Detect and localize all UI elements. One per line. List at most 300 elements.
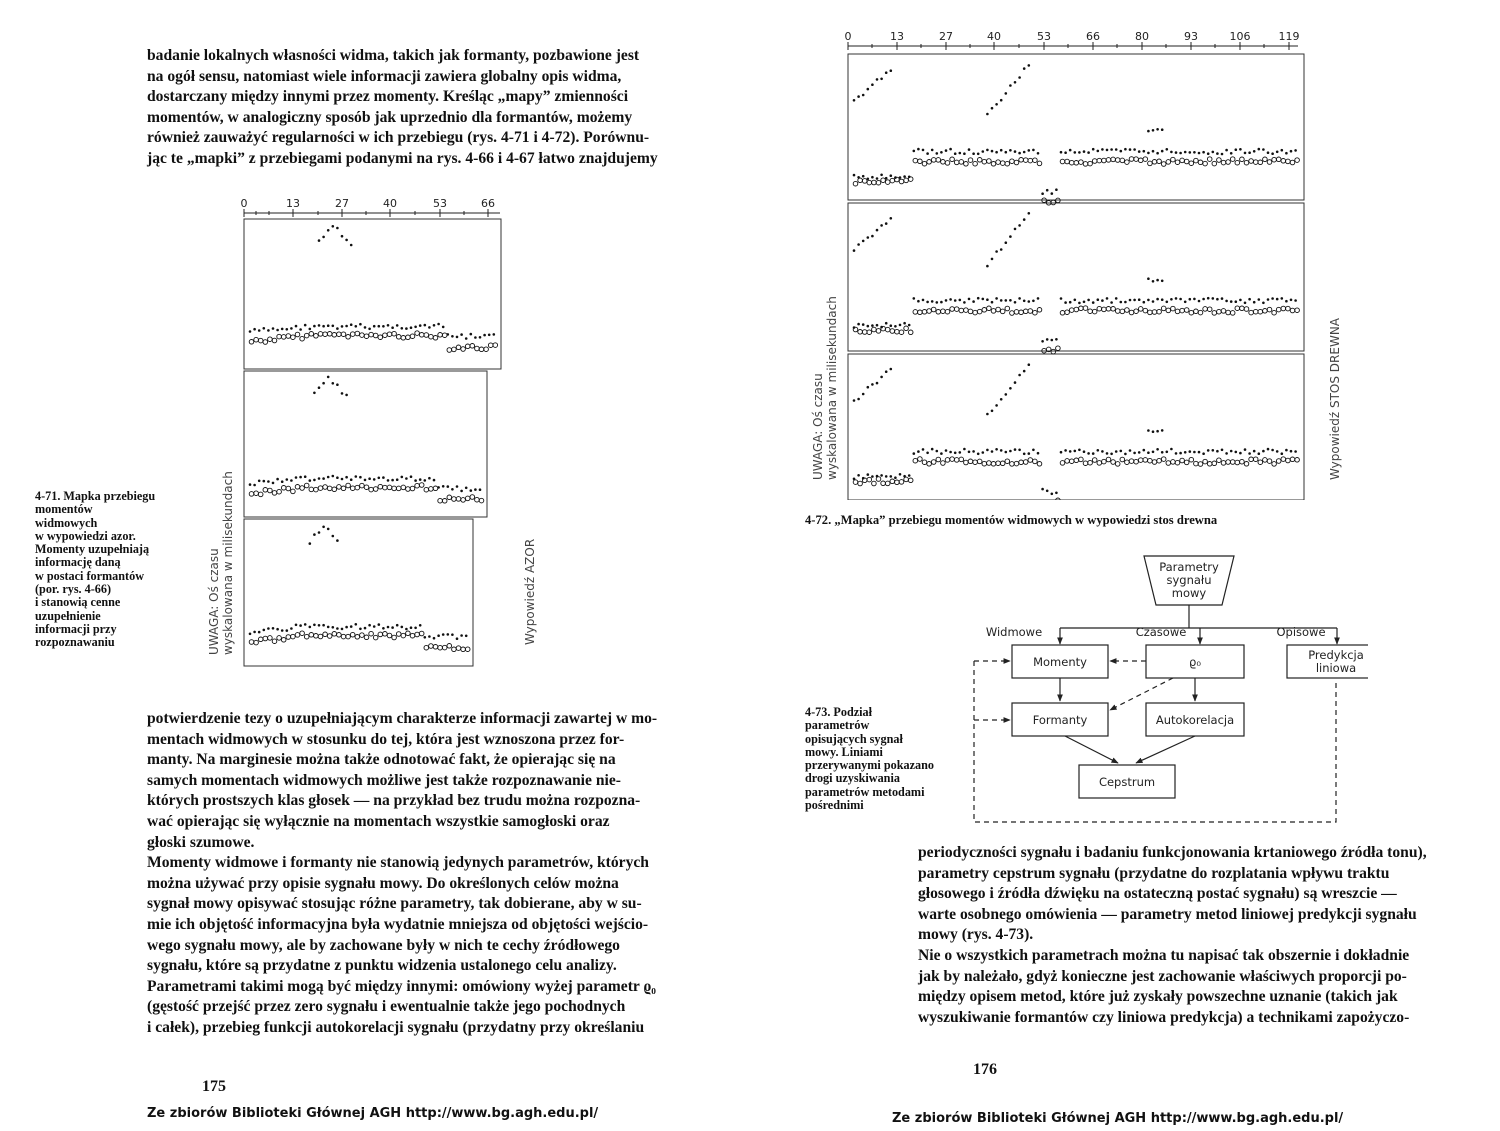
moment-circle: [1295, 308, 1300, 313]
moment-dot: [862, 393, 865, 396]
moment-dot: [355, 475, 358, 478]
moment-circle: [1023, 158, 1028, 163]
moment-circle: [268, 636, 273, 641]
moment-circle: [1240, 157, 1245, 162]
moment-dot: [272, 482, 275, 485]
moment-dot: [1262, 302, 1265, 305]
moment-circle: [941, 160, 946, 165]
moment-dot: [1028, 452, 1031, 455]
moment-circle: [1217, 158, 1222, 163]
moment-dot: [917, 300, 920, 303]
moment-dot: [1281, 149, 1284, 152]
moment-circle: [396, 632, 401, 637]
text-line: Momenty widmowe i formanty nie stanowią jedynych parametrów, których: [147, 854, 649, 872]
moment-circle: [1115, 462, 1120, 467]
box-label: Autokorelacja: [1155, 713, 1235, 727]
moment-dot: [1110, 453, 1113, 456]
moment-dot: [931, 300, 934, 303]
moment-dot: [258, 329, 261, 332]
moment-circle: [1125, 460, 1130, 465]
caption-line: uzupełnienie: [35, 608, 101, 623]
moment-circle: [872, 180, 877, 185]
moment-circle: [1180, 158, 1185, 163]
moment-circle: [479, 498, 484, 503]
moment-dot: [1175, 297, 1178, 300]
moment-circle: [936, 457, 941, 462]
moment-circle: [1092, 159, 1097, 164]
moment-dot: [1166, 451, 1169, 454]
moment-dot: [1083, 150, 1086, 153]
moment-dot: [295, 325, 298, 328]
moment-dot: [332, 535, 335, 538]
moment-circle: [433, 645, 438, 650]
moment-dot: [991, 410, 994, 413]
moment-dot: [419, 324, 422, 327]
moment-circle: [415, 483, 420, 488]
moment-dot: [968, 298, 971, 301]
moment-circle: [410, 633, 415, 638]
moment-circle: [964, 162, 969, 167]
moment-dot: [986, 149, 989, 152]
moment-dot: [880, 174, 883, 177]
moment-circle: [977, 158, 982, 163]
moment-circle: [1115, 309, 1120, 314]
moment-dot: [1212, 151, 1215, 154]
moment-dot: [1023, 300, 1026, 303]
moment-circle: [895, 480, 900, 485]
moment-dot: [1005, 241, 1008, 244]
moment-circle: [1180, 458, 1185, 463]
moment-circle: [268, 488, 273, 493]
moment-circle: [1134, 459, 1139, 464]
moment-circle: [286, 486, 291, 491]
moment-circle: [954, 458, 959, 463]
text-line: mentach widmowych w stosunku do tej, która jest wznoszona przez for-: [147, 730, 625, 748]
moment-circle: [1221, 160, 1226, 165]
side-note-line: UWAGA: Oś czasu: [811, 373, 825, 480]
moment-circle: [1138, 458, 1143, 463]
moment-dot: [1230, 300, 1233, 303]
moment-dot: [1258, 452, 1261, 455]
moment-dot: [903, 322, 906, 325]
moment-circle: [249, 340, 254, 345]
moment-dot: [1175, 452, 1178, 455]
moment-circle: [1074, 458, 1079, 463]
moment-dot: [281, 629, 284, 632]
moment-circle: [1161, 162, 1166, 167]
figure-4-71-scatter: [249, 225, 498, 652]
text-line: można używać przy opisie sygnału mowy. Do określonych celów można: [147, 874, 619, 892]
moment-circle: [1102, 307, 1107, 312]
moment-circle: [1203, 161, 1208, 166]
moment-dot: [419, 624, 422, 627]
moment-circle: [977, 309, 982, 314]
moment-circle: [1092, 309, 1097, 314]
axis-tick-label: 66: [481, 197, 495, 210]
moment-dot: [1202, 298, 1205, 301]
text-line: również zauważyć regularności w ich przebiegu (rys. 4-71 i 4-72). Porównu-: [147, 129, 650, 147]
moment-dot: [1092, 452, 1095, 455]
moment-dot: [1097, 298, 1100, 301]
moment-circle: [1258, 160, 1263, 165]
moment-dot: [926, 152, 929, 155]
moment-dot: [1239, 452, 1242, 455]
page-number: 175: [202, 1078, 226, 1095]
axis-tick-label: 0: [240, 197, 248, 210]
moment-circle: [291, 634, 296, 639]
moment-dot: [442, 326, 445, 329]
moment-dot: [1092, 148, 1095, 151]
page-number: 176: [973, 1061, 997, 1078]
moment-dot: [954, 299, 957, 302]
moment-circle: [1023, 460, 1028, 465]
moment-dot: [1285, 152, 1288, 155]
text-line: Nie o wszystkich parametrach można tu napisać tak obszernie i dokładnie: [918, 946, 1410, 964]
moment-dot: [1244, 448, 1247, 451]
moment-circle: [1240, 459, 1245, 464]
moment-dot: [1106, 452, 1109, 455]
moment-dot: [391, 479, 394, 482]
moment-dot: [442, 633, 445, 636]
moment-dot: [1069, 450, 1072, 453]
moment-circle: [973, 460, 978, 465]
moment-circle: [1276, 157, 1281, 162]
side-note-line: wyskalowana w milisekundach: [221, 471, 235, 655]
moment-dot: [922, 149, 925, 152]
moment-dot: [447, 485, 450, 488]
moment-dot: [355, 623, 358, 626]
footer-library-credit: Ze zbiorów Biblioteki Głównej AGH http://www.bg.agh.edu.pl/: [147, 1106, 599, 1121]
moment-dot: [991, 150, 994, 153]
moment-dot: [322, 382, 325, 385]
moment-circle: [415, 331, 420, 336]
moment-dot: [885, 475, 888, 478]
moment-circle: [378, 335, 383, 340]
text-line: manty. Na marginesie można także odnotować fakt, że opierając się na: [147, 751, 616, 769]
moment-circle: [1125, 308, 1130, 313]
moment-circle: [401, 336, 406, 341]
moment-circle: [304, 333, 309, 338]
moment-dot: [359, 628, 362, 631]
moment-circle: [862, 179, 867, 184]
moment-dot: [1014, 81, 1017, 84]
moment-circle: [1129, 157, 1134, 162]
moment-circle: [895, 329, 900, 334]
moment-dot: [1290, 450, 1293, 453]
moment-dot: [318, 386, 321, 389]
moment-dot: [913, 452, 916, 455]
moment-dot: [414, 326, 417, 329]
branch-label: Widmowe: [985, 625, 1043, 639]
moment-dot: [1138, 150, 1141, 153]
moment-dot: [1152, 451, 1155, 454]
moment-circle: [913, 310, 918, 315]
moment-dot: [880, 376, 883, 379]
moment-circle: [1074, 307, 1079, 312]
moment-dot: [995, 448, 998, 451]
moment-circle: [424, 487, 429, 492]
moment-circle: [461, 347, 466, 352]
moment-dot: [1046, 338, 1049, 341]
moment-dot: [1009, 235, 1012, 238]
moment-dot: [1055, 492, 1058, 495]
moment-dot: [995, 404, 998, 407]
moment-circle: [268, 337, 273, 342]
moment-dot: [1005, 393, 1008, 396]
moment-dot: [1225, 452, 1228, 455]
moment-dot: [465, 337, 468, 340]
moment-circle: [350, 632, 355, 637]
moment-circle: [332, 333, 337, 338]
caption-line: Momenty uzupełniają: [35, 542, 150, 557]
moment-dot: [1235, 148, 1238, 151]
moment-circle: [286, 635, 291, 640]
panel-frame-2: [848, 203, 1304, 351]
utterance-label: Wypowiedź STOS DREWNA: [1328, 317, 1342, 480]
moment-dot: [350, 625, 353, 628]
moment-dot: [876, 382, 879, 385]
moment-dot: [451, 335, 454, 338]
moment-dot: [437, 486, 440, 489]
moment-dot: [341, 392, 344, 395]
moment-dot: [1156, 430, 1159, 433]
moment-circle: [1088, 161, 1093, 166]
moment-dot: [1152, 280, 1155, 283]
moment-circle: [1198, 462, 1203, 467]
moment-dot: [1028, 363, 1031, 366]
moment-circle: [475, 497, 480, 502]
moment-dot: [1110, 148, 1113, 151]
moment-circle: [1134, 309, 1139, 314]
moment-dot: [867, 88, 870, 91]
moment-circle: [300, 631, 305, 636]
moment-circle: [309, 332, 314, 337]
moment-dot: [871, 235, 874, 238]
moment-circle: [442, 499, 447, 504]
moment-dot: [313, 533, 316, 536]
moment-dot: [433, 324, 436, 327]
branch-label: Opisowe: [1276, 625, 1326, 639]
moment-circle: [258, 338, 263, 343]
moment-circle: [1152, 310, 1157, 315]
moment-circle: [300, 336, 305, 341]
moment-dot: [1184, 301, 1187, 304]
moment-circle: [346, 634, 351, 639]
moment-circle: [1097, 158, 1102, 163]
moment-dot: [313, 325, 316, 328]
moment-dot: [922, 448, 925, 451]
moment-dot: [368, 477, 371, 480]
moment-circle: [1097, 306, 1102, 311]
moment-circle: [1083, 461, 1088, 466]
moment-dot: [1133, 299, 1136, 302]
moment-circle: [913, 158, 918, 163]
moment-dot: [1179, 298, 1182, 301]
moment-circle: [360, 633, 365, 638]
moment-dot: [853, 174, 856, 177]
moment-dot: [1156, 279, 1159, 282]
moment-dot: [959, 299, 962, 302]
moment-circle: [1106, 307, 1111, 312]
moment-dot: [433, 637, 436, 640]
moment-dot: [986, 413, 989, 416]
caption-line: widmowych: [35, 515, 98, 530]
moment-circle: [982, 159, 987, 164]
moment-dot: [1041, 488, 1044, 491]
moment-dot: [272, 627, 275, 630]
moment-dot: [336, 476, 339, 479]
moment-dot: [309, 626, 312, 629]
moment-circle: [931, 307, 936, 312]
moment-circle: [1276, 307, 1281, 312]
moment-circle: [318, 634, 323, 639]
moment-circle: [323, 332, 328, 337]
moment-circle: [1069, 160, 1074, 165]
moment-circle: [456, 345, 461, 350]
moment-dot: [954, 452, 957, 455]
moment-dot: [304, 475, 307, 478]
moment-dot: [470, 333, 473, 336]
moment-circle: [950, 307, 955, 312]
moment-circle: [272, 639, 277, 644]
moment-dot: [1147, 130, 1150, 133]
moment-dot: [1207, 449, 1210, 452]
moment-dot: [249, 633, 252, 636]
moment-dot: [447, 333, 450, 336]
moment-dot: [1018, 449, 1021, 452]
moment-circle: [442, 645, 447, 650]
moment-circle: [424, 333, 429, 338]
moment-dot: [451, 633, 454, 636]
moment-circle: [438, 333, 443, 338]
moment-circle: [281, 486, 286, 491]
moment-dot: [1000, 299, 1003, 302]
moment-dot: [1248, 151, 1251, 154]
moment-dot: [387, 626, 390, 629]
moment-dot: [313, 624, 316, 627]
moment-circle: [396, 486, 401, 491]
moment-circle: [1281, 159, 1286, 164]
moment-dot: [1110, 301, 1113, 304]
moment-dot: [1235, 300, 1238, 303]
moment-circle: [918, 457, 923, 462]
moment-dot: [963, 448, 966, 451]
moment-circle: [1180, 308, 1185, 313]
moment-dot: [936, 152, 939, 155]
moment-dot: [460, 490, 463, 493]
moment-dot: [931, 149, 934, 152]
moment-dot: [1037, 152, 1040, 155]
moment-circle: [973, 310, 978, 315]
moment-dot: [1212, 449, 1215, 452]
text-line: badanie lokalnych własności widma, takich jak formanty, pozbawione jest: [147, 47, 640, 64]
moment-circle: [258, 637, 263, 642]
moment-dot: [1161, 451, 1164, 454]
moment-dot: [1156, 128, 1159, 131]
moment-circle: [387, 633, 392, 638]
moment-circle: [853, 480, 858, 485]
moment-dot: [857, 474, 860, 477]
caption-line: informacji przy: [35, 621, 117, 636]
moment-dot: [401, 626, 404, 629]
moment-dot: [1152, 300, 1155, 303]
text-line: jąc te „mapki” z przebiegami podanymi na rys. 4-66 i 4-67 łatwo znajdujemy: [147, 149, 658, 167]
moment-circle: [470, 344, 475, 349]
moment-circle: [904, 477, 909, 482]
moment-dot: [862, 94, 865, 97]
caption-line: (por. rys. 4-66): [35, 582, 112, 597]
moment-circle: [1166, 461, 1171, 466]
moment-dot: [1000, 449, 1003, 452]
moment-dot: [885, 177, 888, 180]
moment-circle: [996, 461, 1001, 466]
moment-dot: [871, 324, 874, 327]
moment-dot: [1244, 302, 1247, 305]
moment-circle: [1263, 458, 1268, 463]
moment-dot: [1221, 297, 1224, 300]
moment-circle: [1014, 461, 1019, 466]
moment-dot: [368, 624, 371, 627]
moment-circle: [899, 480, 904, 485]
moment-dot: [318, 324, 321, 327]
moment-dot: [1018, 224, 1021, 227]
moment-dot: [1175, 151, 1178, 154]
moment-circle: [475, 346, 480, 351]
moment-circle: [327, 486, 332, 491]
moment-circle: [977, 459, 982, 464]
moment-circle: [465, 647, 470, 652]
box-label: Predykcja: [1308, 648, 1364, 662]
moment-circle: [1005, 161, 1010, 166]
moment-circle: [465, 496, 470, 501]
moment-circle: [337, 332, 342, 337]
moment-dot: [488, 334, 491, 337]
source-label-line: Parametry: [1159, 560, 1219, 574]
moment-dot: [991, 301, 994, 304]
moment-dot: [332, 325, 335, 328]
moment-dot: [1262, 450, 1265, 453]
moment-dot: [853, 249, 856, 252]
moment-circle: [982, 308, 987, 313]
moment-dot: [336, 383, 339, 386]
moment-dot: [1014, 448, 1017, 451]
moment-dot: [355, 325, 358, 328]
moment-circle: [1207, 462, 1212, 467]
moment-dot: [1005, 92, 1008, 95]
moment-dot: [1014, 228, 1017, 231]
moment-dot: [1207, 152, 1210, 155]
moment-circle: [406, 487, 411, 492]
moment-circle: [1033, 158, 1038, 163]
moment-circle: [281, 638, 286, 643]
text-line: mie ich objętość informacyjna była wydatnie mniejsza od objętości wejścio-: [147, 915, 649, 933]
moment-circle: [410, 486, 415, 491]
moment-circle: [1005, 306, 1010, 311]
moment-dot: [926, 301, 929, 304]
moment-circle: [1263, 309, 1268, 314]
moment-dot: [991, 450, 994, 453]
moment-dot: [474, 488, 477, 491]
moment-circle: [945, 309, 950, 314]
moment-dot: [414, 627, 417, 630]
moment-circle: [314, 634, 319, 639]
moment-dot: [949, 148, 952, 151]
moment-dot: [327, 528, 330, 531]
moment-dot: [410, 626, 413, 629]
moment-dot: [1193, 151, 1196, 154]
moment-circle: [1175, 309, 1180, 314]
moment-circle: [1226, 310, 1231, 315]
